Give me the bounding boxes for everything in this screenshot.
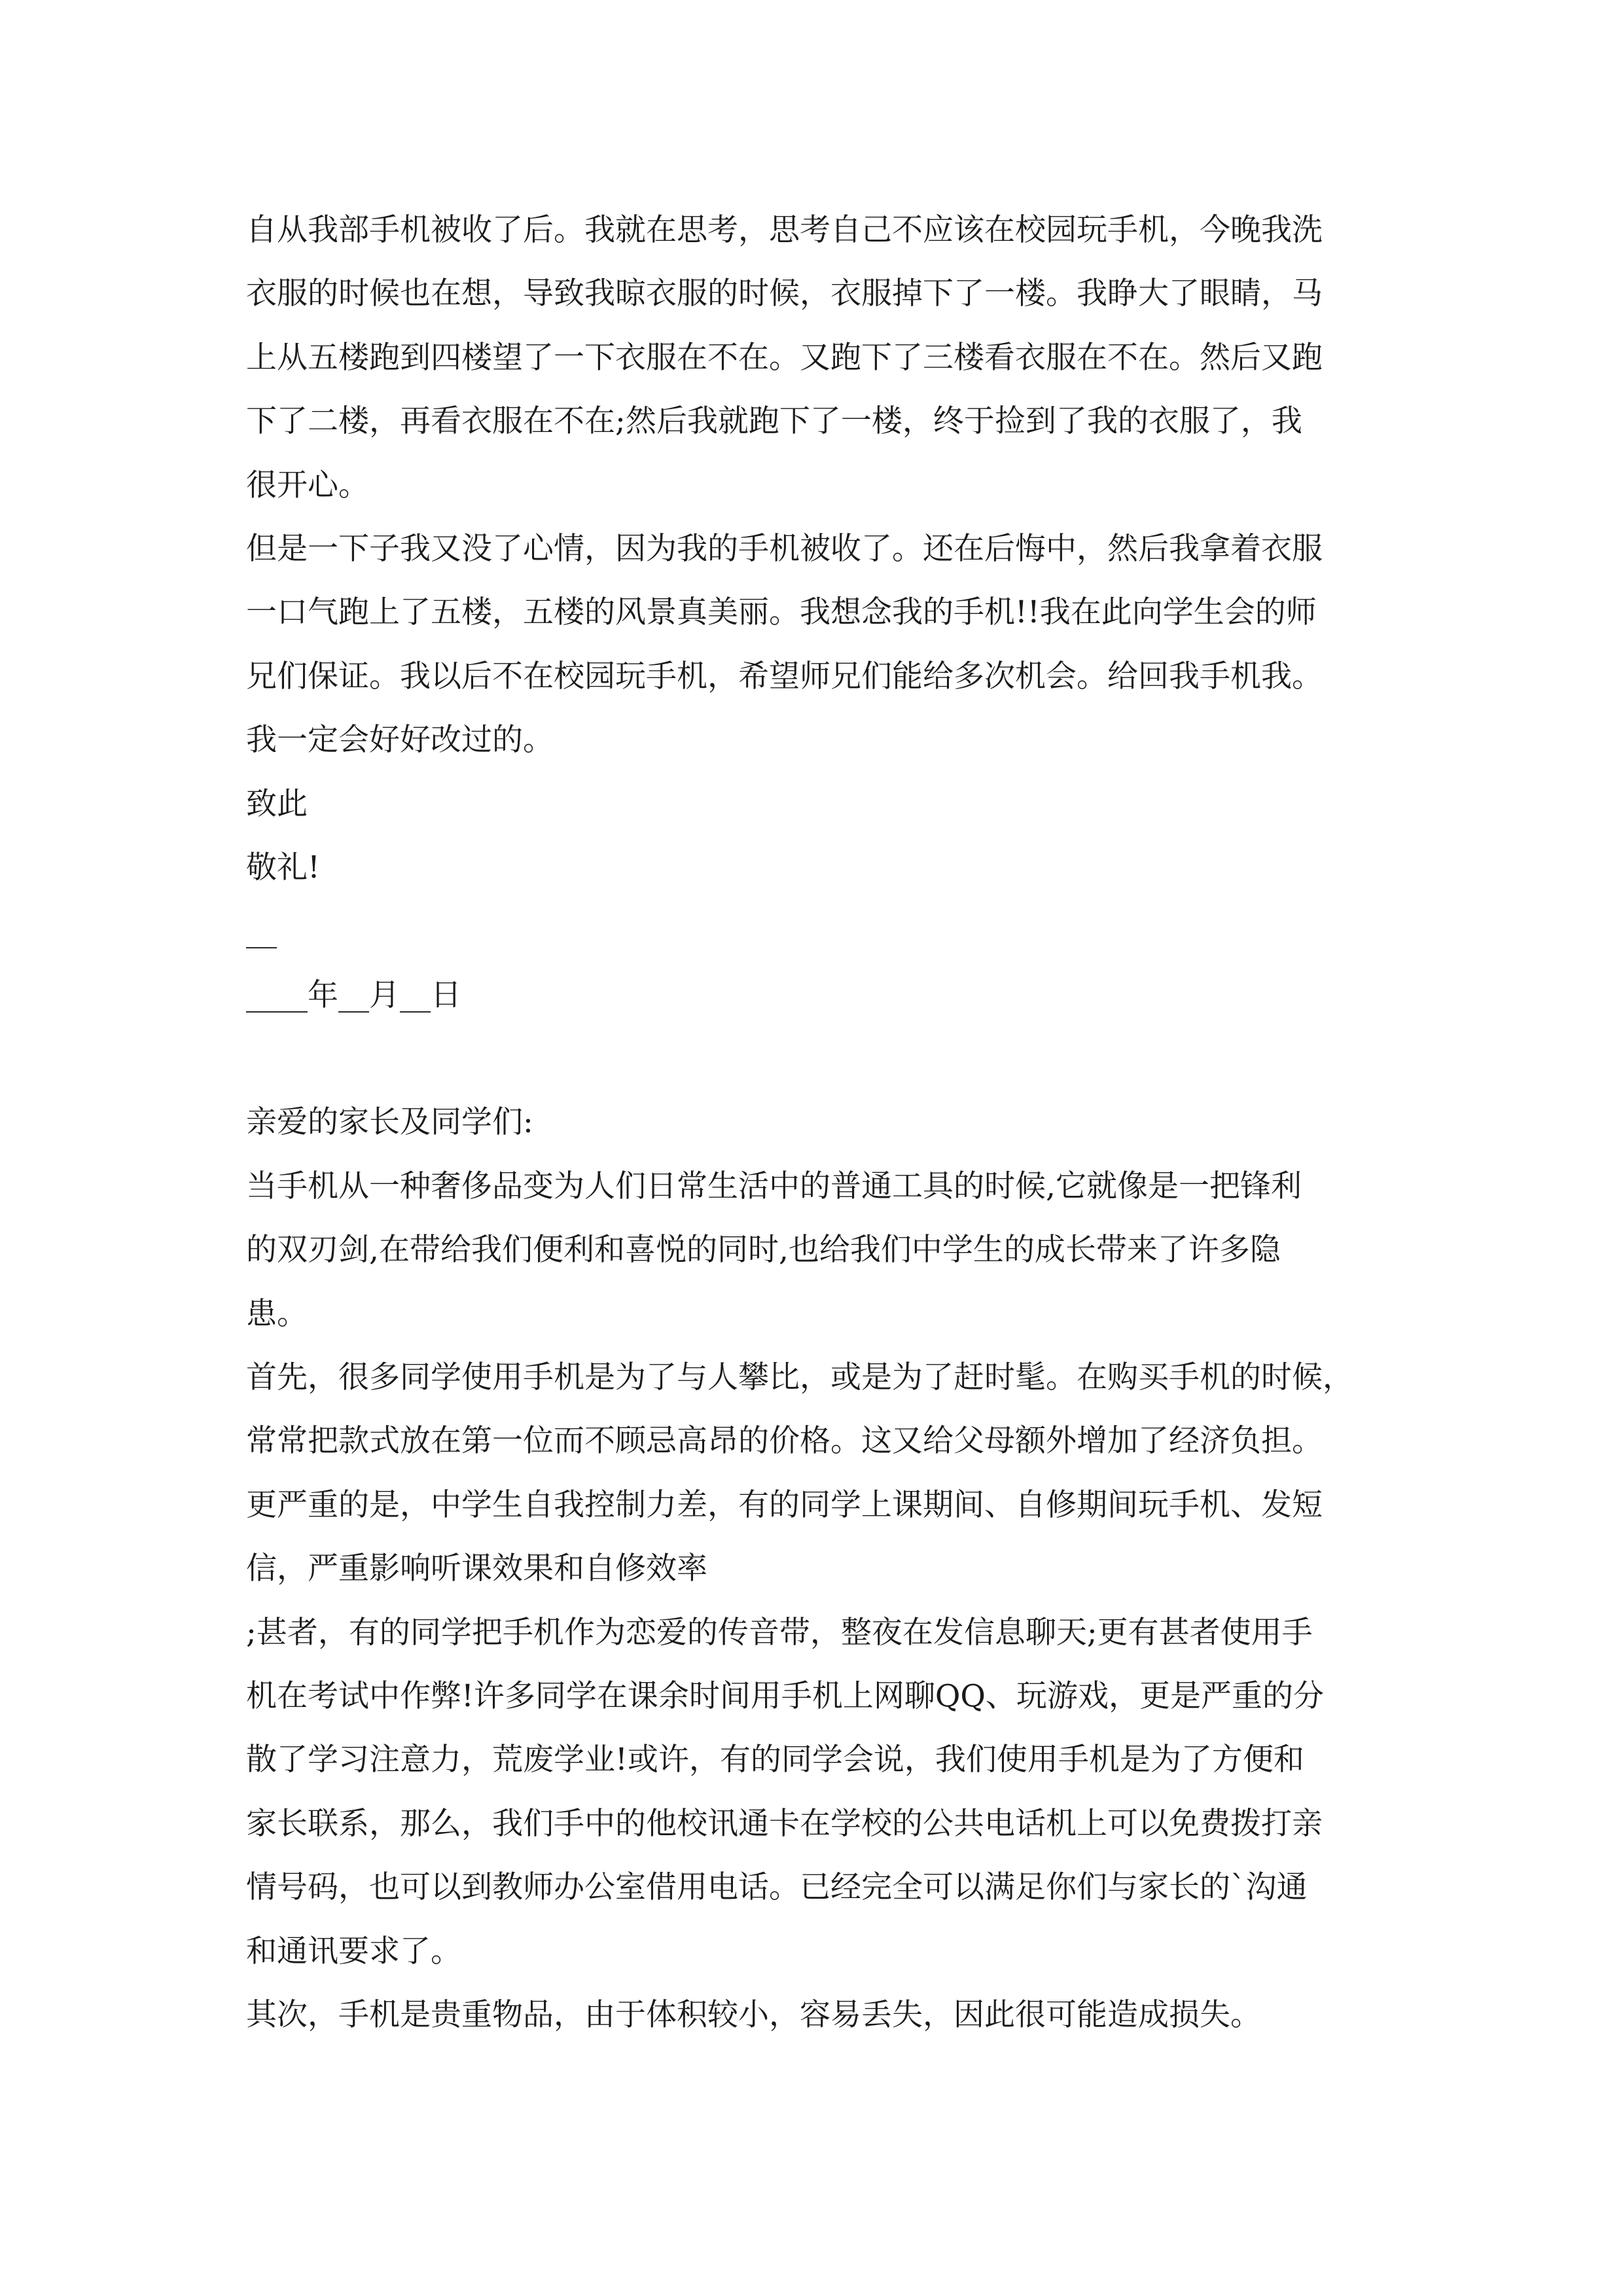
text-line: 我一定会好好改过的。 [246,722,554,759]
letter2-paragraph-1 [246,1155,1398,1346]
text-line: 下了二楼，再看衣服在不在;然后我就跑下了一楼，终于捡到了我的衣服了，我 [246,403,1302,440]
text-line: 和通讯要求了。 [246,1933,461,1969]
text-line: 自从我部手机被收了后。我就在思考，思考自己不应该在校园玩手机，今晚我洗 [246,212,1323,248]
date-line: ____年__月__日 [246,977,461,1013]
letter-closing: 致此 [246,785,308,822]
letter-salutation: 敬礼! [246,849,320,886]
text-line: ;甚者，有的同学把手机作为恋爱的传音带，整夜在发信息聊天;更有甚者使用手 [246,1614,1313,1651]
letter2-greeting: 亲爱的家长及同学们: [246,1104,533,1141]
letter1-paragraph-1 [246,198,1398,517]
text-line: 的双刃剑,在带给我们便利和喜悦的同时,也给我们中学生的成长带来了许多隐 [246,1232,1281,1268]
text-line: 兄们保证。我以后不在校园玩手机，希望师兄们能给多次机会。给回我手机我。 [246,658,1323,694]
letter2-paragraph-4 [246,1983,1398,2047]
text-line: 更严重的是，中学生自我控制力差，有的同学上课期间、自修期间玩手机、发短 [246,1486,1323,1523]
document-body [246,198,1398,2047]
text-line: 上从五楼跑到四楼望了一下衣服在不在。又跑下了三楼看衣服在不在。然后又跑 [246,339,1323,376]
text-line: 常常把款式放在第一位而不顾忌高昂的价格。这又给父母额外增加了经济负担。 [246,1423,1323,1460]
signature-blank: __ [246,913,277,950]
text-line: 很开心。 [246,467,369,503]
section-spacer [246,1027,1398,1090]
text-line: 患。 [246,1295,308,1332]
letter1-paragraph-2 [246,517,1398,772]
text-line: 信，严重影响听课效果和自修效率 [246,1551,707,1587]
text-line: 家长联系，那么，我们手中的他校讯通卡在学校的公共电话机上可以免费拨打亲 [246,1805,1323,1842]
text-line: 衣服的时候也在想，导致我晾衣服的时候，衣服掉下了一楼。我睁大了眼睛，马 [246,276,1323,312]
text-line: 散了学习注意力，荒废学业!或许，有的同学会说，我们使用手机是为了方便和 [246,1742,1304,1778]
letter2-paragraph-2 [246,1346,1398,1601]
text-line: 机在考试中作弊!许多同学在课余时间用手机上网聊QQ、玩游戏，更是严重的分 [246,1677,1324,1714]
text-line: 其次，手机是贵重物品，由于体积较小，容易丢失，因此很可能造成损失。 [246,1996,1261,2033]
text-line: 情号码，也可以到教师办公室借用电话。已经完全可以满足你们与家长的`沟通 [246,1869,1308,1906]
text-line: 一口气跑上了五楼，五楼的风景真美丽。我想念我的手机!!我在此向学生会的师 [246,594,1317,631]
text-line: 当手机从一种奢侈品变为人们日常生活中的普通工具的时候,它就像是一把锋利 [246,1168,1302,1204]
text-line: 但是一下子我又没了心情，因为我的手机被收了。还在后悔中，然后我拿着衣服 [246,530,1323,567]
letter2-paragraph-3 [246,1601,1398,1983]
text-line: 首先，很多同学使用手机是为了与人攀比，或是为了赶时髦。在购买手机的时候， [246,1359,1353,1396]
